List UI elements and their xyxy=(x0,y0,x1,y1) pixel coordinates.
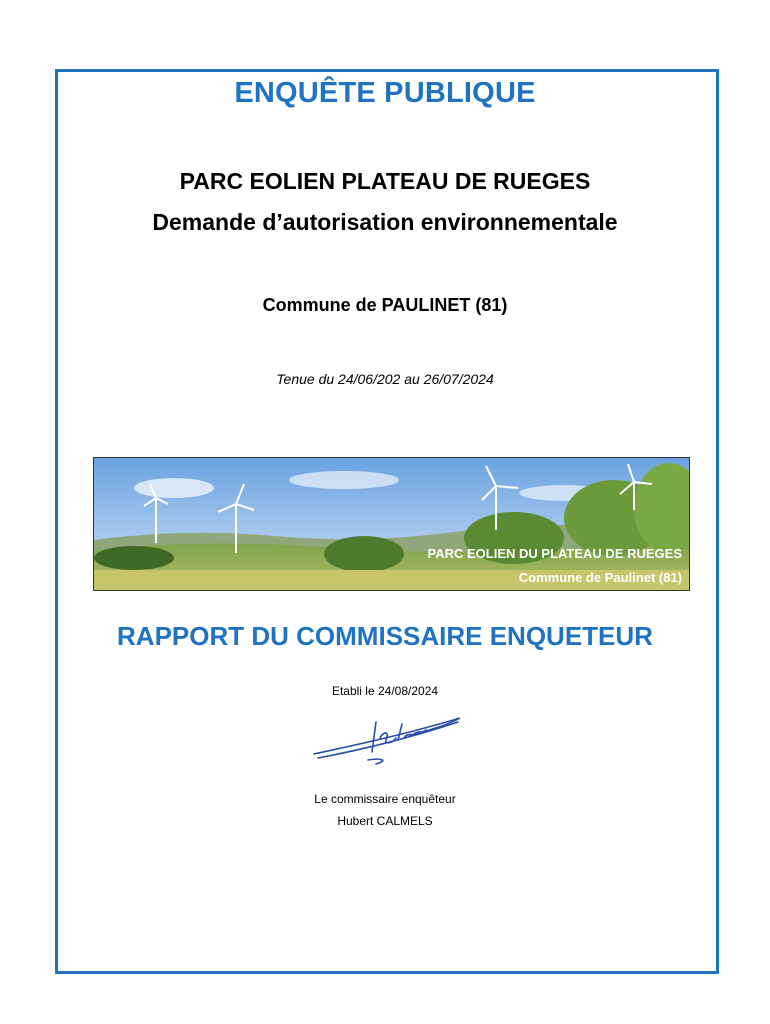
handwritten-signature xyxy=(310,708,470,768)
inquiry-period: Tenue du 24/06/202 au 26/07/2024 xyxy=(276,371,494,387)
request-type: Demande d’autorisation environnementale xyxy=(152,209,618,235)
photo-caption-commune: Commune de Paulinet (81) xyxy=(518,570,682,585)
photo-caption-title: PARC EOLIEN DU PLATEAU DE RUEGES xyxy=(427,546,682,561)
document-title: ENQUÊTE PUBLIQUE xyxy=(234,77,536,109)
signatory-name: Hubert CALMELS xyxy=(337,814,433,828)
project-name: PARC EOLIEN PLATEAU DE RUEGES xyxy=(179,168,591,194)
commune-name: Commune de PAULINET (81) xyxy=(262,295,508,315)
wind-farm-photo xyxy=(93,457,690,591)
signatory-role: Le commissaire enquêteur xyxy=(314,792,456,806)
established-date: Etabli le 24/08/2024 xyxy=(331,684,439,698)
report-title: RAPPORT DU COMMISSAIRE ENQUETEUR xyxy=(117,621,653,651)
